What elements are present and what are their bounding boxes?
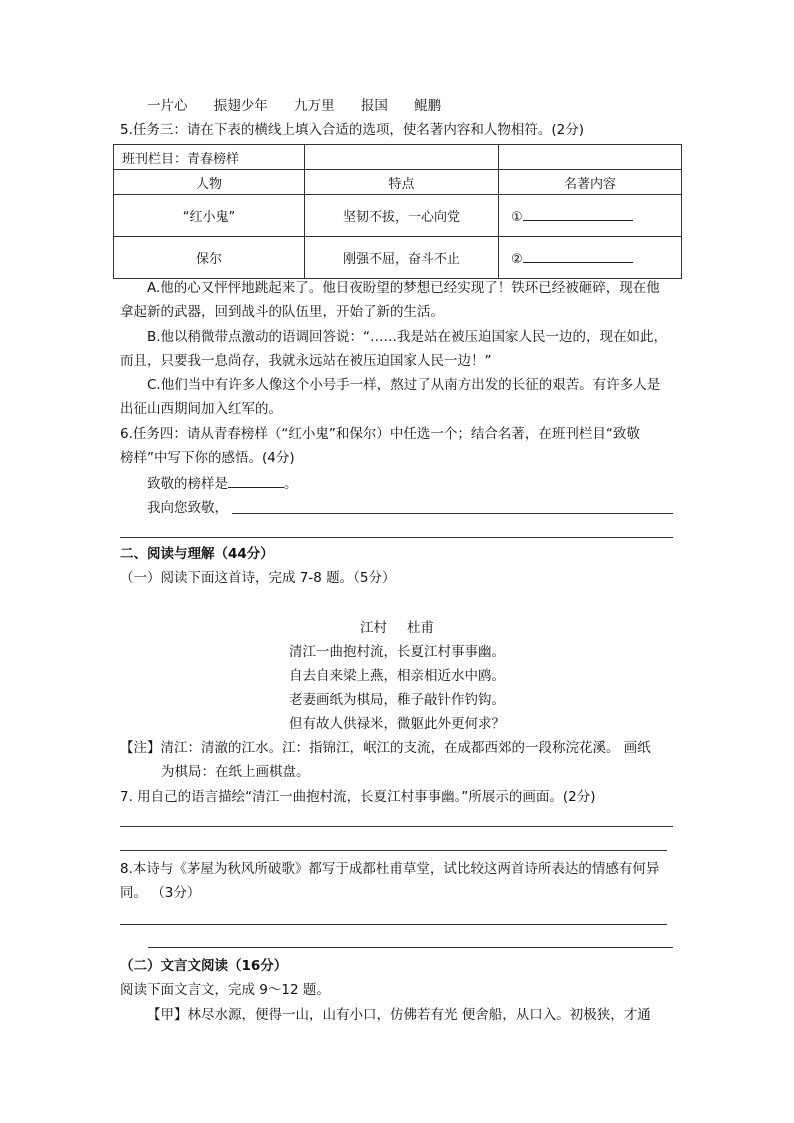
word-option: 一片心 (147, 98, 188, 114)
option-a-line2: 拿起新的武器，回到战斗的队伍里，开始了新的生活。 (120, 304, 444, 320)
table-cell-blank: ② (499, 237, 682, 279)
note-line2: 为棋局：在纸上画棋盘。 (161, 764, 310, 780)
table-cell-blank: ① (499, 195, 682, 237)
word-options (147, 96, 463, 116)
section-heading: 二、阅读与理解（44分） (120, 546, 274, 562)
q7-prompt: 7. 用自己的语言描绘“清江一曲抱村流，长夏江村事事幽。”所展示的画面。(2分) (120, 789, 596, 805)
q6-prompt-line2: 榜样”中写下你的感悟。(4分) (120, 450, 295, 466)
table-header: 名著内容 (499, 170, 682, 195)
answer-line[interactable] (120, 537, 673, 538)
q6-answer1: 致敬的榜样是 。 (147, 473, 298, 494)
q5-prompt: 5.任务三：请在下表的横线上填入合适的选项，使名著内容和人物相符。(2分) (120, 122, 585, 138)
q5-table (113, 144, 682, 279)
answer-blank[interactable] (228, 473, 284, 488)
table-header: 人物 (114, 170, 305, 195)
answer-line[interactable] (148, 947, 673, 948)
option-b-line2: 而且，只要我一息尚存，我就永远站在被压迫国家人民一边！” (120, 353, 492, 369)
answer-blank[interactable] (523, 206, 633, 221)
answer-line[interactable] (120, 826, 673, 827)
word-option: 鲲鹏 (414, 98, 442, 114)
answer-line[interactable] (120, 924, 667, 925)
poem-line: 老妻画纸为棋局，稚子敲针作钓钩。 (289, 692, 505, 708)
q6-prompt-line1: 6.任务四：请从青春榜样（“红小鬼”和保尔）中任选一个；结合名著，在班刊栏目“致敬 (120, 426, 640, 442)
passage-line: 【甲】林尽水源，便得一山，山有小口，仿佛若有光 便舍船，从口入。初极狭，才通 (147, 1007, 651, 1023)
table-cell-trait: 刚强不屈，奋斗不止 (305, 237, 499, 279)
poem-line: 清江一曲抱村流，长夏江村事事幽。 (289, 644, 505, 660)
table-cell-person: “红小鬼” (114, 195, 305, 237)
poem-line: 但有故人供禄米，微躯此外更何求？ (289, 716, 505, 732)
poem-line: 自去自来梁上燕，相亲相近水中鸥。 (289, 668, 505, 684)
table-empty-cell (499, 145, 682, 170)
word-option: 九万里 (294, 98, 335, 114)
answer-blank[interactable] (523, 248, 633, 263)
answer-line[interactable] (120, 850, 667, 851)
word-option: 振翅少年 (213, 98, 268, 114)
table-cell-person: 保尔 (114, 237, 305, 279)
part2-intro: 阅读下面文言文，完成 9～12 题。 (120, 982, 330, 998)
option-b-line1: B.他以稍微带点激动的语调回答说：“……我是站在被压迫国家人民一边的，现在如此， (147, 329, 668, 345)
part2-heading: （二）文言文阅读（16分） (120, 958, 288, 974)
option-c-line2: 出征山西期间加入红军的。 (120, 401, 282, 417)
answer-line[interactable] (232, 513, 673, 514)
q8-prompt-line1: 8.本诗与《茅屋为秋风所破歌》都写于成都杜甫草堂，试比较这两首诗所表达的情感有何异 (120, 861, 660, 877)
table-column-title: 班刊栏目：青春榜样 (114, 145, 305, 170)
q8-prompt-line2: 同。 （3分） (120, 885, 201, 901)
part1-intro: （一）阅读下面这首诗，完成 7-8 题。（5分） (120, 570, 396, 586)
poem-title: 江村 杜甫 (360, 620, 434, 636)
q6-answer2: 我向您致敬， (147, 500, 228, 516)
table-header: 特点 (305, 170, 499, 195)
option-c-line1: C.他们当中有许多人像这个小号手一样，熬过了从南方出发的长征的艰苦。有许多人是 (147, 377, 661, 393)
table-cell-trait: 坚韧不拔，一心向党 (305, 195, 499, 237)
table-empty-cell (305, 145, 499, 170)
option-a-line1: A.他的心又怦怦地跳起来了。他日夜盼望的梦想已经实现了！铁环已经被砸碎，现在他 (147, 280, 660, 296)
note-line1: 【注】清江：清澈的江水。江：指锦江，岷江的支流，在成都西郊的一段称浣花溪。 画纸 (120, 740, 651, 756)
word-option: 报国 (360, 98, 388, 114)
